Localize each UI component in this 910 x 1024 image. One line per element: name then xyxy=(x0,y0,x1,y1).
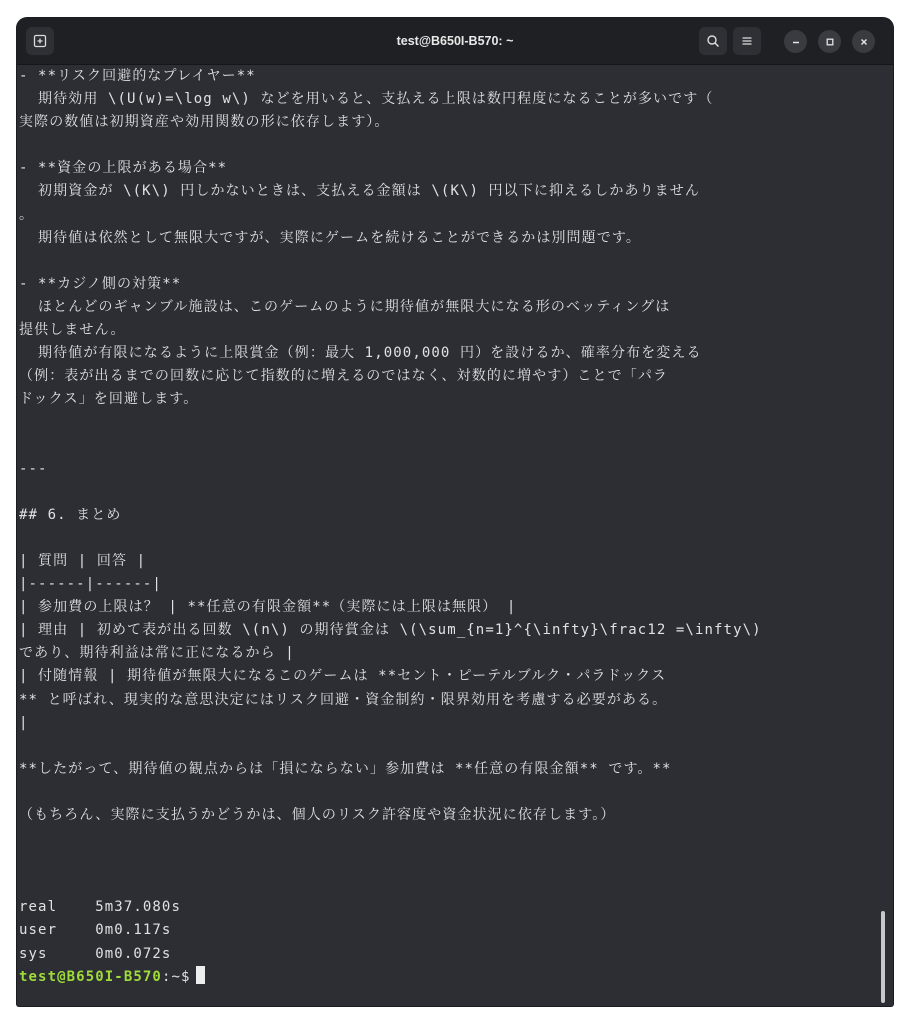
terminal-window xyxy=(17,18,893,1006)
output-line: ## 6. まとめ xyxy=(19,506,122,523)
new-tab-button[interactable] xyxy=(26,27,54,55)
output-line xyxy=(19,411,877,434)
output-line: 期待値は依然として無限大ですが、実際にゲームを続けることができるかは別問題です。 xyxy=(19,229,641,246)
output-line xyxy=(19,481,877,504)
output-line: 。 xyxy=(19,206,35,223)
text-cursor xyxy=(196,966,205,984)
output-line: 提供しません。 xyxy=(19,322,126,339)
output-line: --- xyxy=(19,460,48,477)
output-line: | 質問 | 回答 | xyxy=(19,552,147,569)
shell-prompt[interactable] xyxy=(19,966,877,989)
output-line: （例：表が出るまでの回数に応じて指数的に増えるのではなく、対数的に増やす）ことで「パラ xyxy=(19,368,669,385)
output-line: | 付随情報 | 期待値が無限大になるこのゲームは **セント・ピーテルブルク・パラドックス xyxy=(19,668,667,685)
output-line: | 理由 | 初めて表が出る回数 \(n\) の期待賞金は \(\sum_{n=1}^{\infty}\frac12 =\infty\) xyxy=(19,622,762,639)
output-line xyxy=(19,850,877,873)
output-line: - **資金の上限がある場合** xyxy=(19,160,228,177)
title-bar[interactable] xyxy=(17,18,893,65)
output-line: |------|------| xyxy=(19,576,162,593)
output-line xyxy=(19,527,877,550)
output-line: - **リスク回避的なプレイヤー** xyxy=(19,68,256,84)
output-line: sys 0m0.072s xyxy=(19,945,172,962)
output-line: であり、期待利益は常に正になるから | xyxy=(19,645,295,662)
prompt-user-host: test@B650I-B570 xyxy=(19,968,162,985)
output-line: real 5m37.080s xyxy=(19,899,181,916)
output-line: 実際の数値は初期資産や効用関数の形に依存します）。 xyxy=(19,114,390,131)
close-button[interactable] xyxy=(852,30,875,53)
output-line: 初期資金が \(K\) 円しかないときは、支払える金額は \(K\) 円以下に抑えるしかありません xyxy=(19,183,700,200)
output-line: ほとんどのギャンブル施設は、このゲームのように期待値が無限大になる形のベッティングは xyxy=(19,298,671,315)
scrollbar-thumb[interactable] xyxy=(881,911,885,1003)
output-line: ドックス」を回避します。 xyxy=(19,391,199,408)
window-title: test@B650I-B570: ~ xyxy=(396,34,514,48)
output-line: 期待効用 \(U(w)=\log w\) などを用いると、支払える上限は数円程度になることが多いです（ xyxy=(19,91,714,108)
output-line: - **カジノ側の対策** xyxy=(19,275,182,292)
output-line xyxy=(19,435,877,458)
output-line: **したがって、期待値の観点からは「損にならない」参加費は **任意の有限金額** です。** xyxy=(19,760,672,777)
output-lines xyxy=(19,65,877,966)
prompt-path: :~$ xyxy=(161,968,191,985)
output-line xyxy=(19,827,877,850)
search-icon xyxy=(706,34,720,48)
maximize-icon xyxy=(825,37,835,47)
minimize-button[interactable] xyxy=(784,30,807,53)
hamburger-menu-icon xyxy=(740,34,754,48)
output-line xyxy=(19,134,877,157)
close-icon xyxy=(859,37,869,47)
output-line: （もちろん、実際に支払うかどうかは、個人のリスク許容度や資金状況に依存します。） xyxy=(19,807,616,823)
output-line: ** と呼ばれ、現実的な意思決定にはリスク回避・資金制約・限界効用を考慮する必要がある。 xyxy=(19,691,668,708)
new-tab-icon xyxy=(33,34,47,48)
maximize-button[interactable] xyxy=(818,30,841,53)
search-button[interactable] xyxy=(699,27,727,55)
menu-button[interactable] xyxy=(733,27,761,55)
minimize-icon xyxy=(791,37,801,47)
output-line xyxy=(19,873,877,896)
output-line xyxy=(19,735,877,758)
output-line: user 0m0.117s xyxy=(19,922,172,939)
output-line: 期待値が有限になるように上限賞金（例：最大 1,000,000 円）を設けるか、確率分布を変える xyxy=(19,345,702,362)
output-line xyxy=(19,781,877,804)
terminal-output[interactable] xyxy=(19,65,877,1003)
output-line xyxy=(19,250,877,273)
output-line: | 参加費の上限は？ | **任意の有限金額**（実際には上限は無限） | xyxy=(19,599,517,616)
output-line: | xyxy=(19,714,29,731)
